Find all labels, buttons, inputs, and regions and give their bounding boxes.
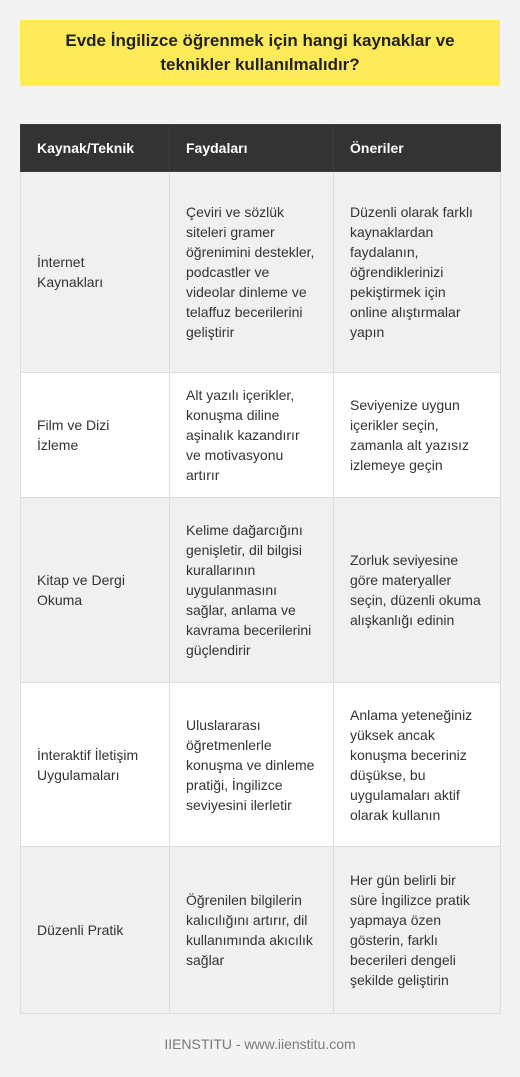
page-title: Evde İngilizce öğrenmek için hangi kaynaklar ve teknikler kullanılmalıdır? xyxy=(65,31,455,74)
cell-suggestions: Zorluk seviyesine göre materyaller seçin, düzenli okuma alışkanlığı edinin xyxy=(334,498,501,683)
cell-resource: İnternet Kaynakları xyxy=(21,172,170,373)
cell-benefits: Çeviri ve sözlük siteleri gramer öğrenimini destekler, podcastler ve videolar dinleme ve telaffuz becerilerini geliştirir xyxy=(170,172,334,373)
cell-suggestions: Anlama yeteneğiniz yüksek ancak konuşma beceriniz düşükse, bu uygulamaları aktif olarak kullanın xyxy=(334,683,501,847)
table-row xyxy=(21,498,501,683)
resources-table xyxy=(20,124,501,1014)
cell-benefits: Öğrenilen bilgilerin kalıcılığını artırır, dil kullanımında akıcılık sağlar xyxy=(170,847,334,1014)
footer-credit: IIENSTITU - www.iienstitu.com xyxy=(164,1036,356,1052)
cell-suggestions: Düzenli olarak farklı kaynaklardan faydalanın, öğrendiklerinizi pekiştirmek için online alıştırmalar yapın xyxy=(334,172,501,373)
cell-benefits: Kelime dağarcığını genişletir, dil bilgisi kurallarının uygulanmasını sağlar, anlama ve kavrama becerilerini güçlendirir xyxy=(170,498,334,683)
header-resource: Kaynak/Teknik xyxy=(21,125,170,172)
cell-suggestions: Seviyenize uygun içerikler seçin, zamanla alt yazısız izlemeye geçin xyxy=(334,373,501,498)
table-row xyxy=(21,683,501,847)
cell-resource: İnteraktif İletişim Uygulamaları xyxy=(21,683,170,847)
header-suggestions: Öneriler xyxy=(334,125,501,172)
cell-benefits: Alt yazılı içerikler, konuşma diline aşinalık kazandırır ve motivasyonu artırır xyxy=(170,373,334,498)
table-row xyxy=(21,847,501,1014)
table-header-row xyxy=(21,125,501,172)
cell-resource: Kitap ve Dergi Okuma xyxy=(21,498,170,683)
cell-resource: Film ve Dizi İzleme xyxy=(21,373,170,498)
table-row xyxy=(21,172,501,373)
cell-suggestions: Her gün belirli bir süre İngilizce pratik yapmaya özen gösterin, farklı becerileri dengeli şekilde geliştirin xyxy=(334,847,501,1014)
header-benefits: Faydaları xyxy=(170,125,334,172)
table-row xyxy=(21,373,501,498)
cell-benefits: Uluslararası öğretmenlerle konuşma ve dinleme pratiği, İngilizce seviyesini ilerletir xyxy=(170,683,334,847)
cell-resource: Düzenli Pratik xyxy=(21,847,170,1014)
title-banner xyxy=(20,20,500,86)
